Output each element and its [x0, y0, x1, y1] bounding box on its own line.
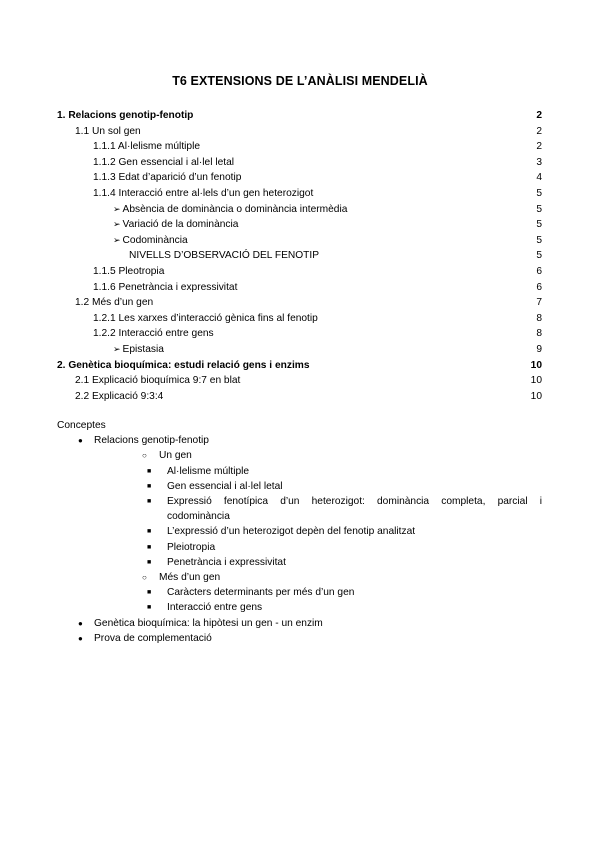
square-bullet-icon: ■ — [147, 604, 152, 612]
toc-entry-label — [93, 311, 318, 327]
toc-entry[interactable] — [57, 108, 542, 124]
toc-entry[interactable] — [57, 155, 542, 171]
toc-entry-text: 1.1.6 Penetrància i expressivitat — [93, 281, 238, 293]
arrow-bullet-icon: ➢ — [113, 234, 121, 245]
toc-entry[interactable] — [57, 373, 542, 389]
toc-entry-label — [93, 280, 237, 296]
toc-entry-page-number: 8 — [536, 312, 542, 324]
concept-list-item — [57, 524, 542, 539]
concept-text: Penetrància i expressivitat — [167, 556, 286, 568]
toc-entry-label — [113, 202, 347, 218]
concept-list-item — [57, 494, 542, 524]
toc-entry-page-number: 10 — [530, 390, 542, 402]
toc-entry-page-number: 5 — [536, 187, 542, 199]
concept-list-item — [57, 540, 542, 555]
toc-entry-page-number: 3 — [536, 156, 542, 168]
toc-entry-text: 2. Genètica bioquímica: estudi relació gens i enzims — [57, 359, 310, 371]
toc-entry[interactable] — [57, 248, 542, 264]
toc-entry-label — [113, 342, 164, 358]
concept-list-item — [57, 464, 542, 479]
toc-entry-page-number: 9 — [536, 343, 542, 355]
concept-text: Expressió fenotípica d’un heterozigot: dominància completa, parcial i codominància — [167, 496, 542, 523]
filled-circle-bullet-icon: ● — [78, 618, 83, 628]
toc-entry-text: 1. Relacions genotip-fenotip — [57, 110, 194, 121]
toc-entry-page-number: 10 — [530, 359, 542, 371]
concept-text: Al·lelisme múltiple — [167, 465, 250, 477]
concept-text: Pleiotropia — [167, 541, 216, 553]
toc-entry[interactable] — [57, 139, 542, 155]
toc-entry-text: Epistasia — [122, 343, 164, 355]
toc-entry-page-number: 2 — [536, 110, 542, 121]
toc-entry-page-number: 5 — [536, 203, 542, 215]
table-of-contents — [57, 108, 542, 404]
arrow-bullet-icon: ➢ — [113, 219, 121, 230]
concept-text: Un gen — [159, 450, 192, 462]
toc-entry-text: 1.1.2 Gen essencial i al·lel letal — [93, 156, 235, 168]
toc-entry-page-number: 7 — [536, 297, 542, 309]
toc-entry[interactable] — [57, 389, 542, 405]
toc-entry-text: 1.1.4 Interacció entre al·lels d’un gen heterozigot — [93, 187, 314, 199]
arrow-bullet-icon: ➢ — [113, 203, 121, 214]
square-bullet-icon: ■ — [147, 467, 152, 475]
toc-entry-page-number: 2 — [536, 141, 542, 153]
toc-entry-text: NIVELLS D’OBSERVACIÓ DEL FENOTIP — [129, 250, 320, 262]
filled-circle-bullet-icon: ● — [78, 633, 83, 643]
toc-entry-label — [93, 155, 234, 171]
concept-text: Genètica bioquímica: la hipòtesi un gen - un enzim — [94, 617, 323, 629]
toc-entry-page-number: 5 — [536, 219, 542, 231]
toc-entry-label — [75, 373, 240, 389]
concepts-section — [57, 418, 542, 646]
toc-entry[interactable] — [57, 217, 542, 233]
toc-entry[interactable] — [57, 311, 542, 327]
toc-entry-text: 1.1 Un sol gen — [75, 125, 141, 137]
toc-entry-page-number: 2 — [536, 125, 542, 137]
toc-entry[interactable] — [57, 170, 542, 186]
concept-list-item — [57, 448, 542, 463]
toc-entry-label — [93, 139, 200, 155]
toc-entry[interactable] — [57, 358, 542, 374]
toc-entry-text: Codominància — [122, 234, 188, 246]
toc-entry-text: Absència de dominància o dominància intermèdia — [122, 203, 348, 215]
concept-list-item — [57, 631, 542, 646]
toc-entry-text: 1.2.2 Interacció entre gens — [93, 328, 214, 340]
toc-entry-page-number: 5 — [536, 250, 542, 262]
concept-list-item — [57, 600, 542, 615]
toc-entry-label — [113, 233, 188, 249]
concept-text: Caràcters determinants per més d’un gen — [167, 587, 355, 599]
concept-list-item — [57, 585, 542, 600]
toc-entry-label — [75, 389, 163, 405]
concepts-list — [57, 433, 542, 646]
toc-entry-page-number: 10 — [530, 375, 542, 387]
toc-entry-label — [93, 186, 313, 202]
toc-entry[interactable] — [57, 326, 542, 342]
toc-entry-text: 2.1 Explicació bioquímica 9:7 en blat — [75, 375, 241, 387]
toc-entry[interactable] — [57, 186, 542, 202]
toc-entry-text: 1.1.1 Al·lelisme múltiple — [93, 141, 201, 153]
toc-entry-label — [93, 326, 214, 342]
toc-entry-label — [75, 295, 153, 311]
toc-entry[interactable] — [57, 280, 542, 296]
toc-entry-label — [93, 264, 164, 280]
toc-entry-page-number: 8 — [536, 328, 542, 340]
toc-entry-text: 1.1.3 Edat d’aparició d’un fenotip — [93, 172, 242, 184]
concept-text: Gen essencial i al·lel letal — [167, 480, 283, 492]
toc-entry-page-number: 6 — [536, 281, 542, 293]
square-bullet-icon: ■ — [147, 543, 152, 551]
toc-entry[interactable] — [57, 264, 542, 280]
toc-entry-text: 2.2 Explicació 9:3:4 — [75, 390, 164, 402]
square-bullet-icon: ■ — [147, 558, 152, 566]
toc-entry-label — [113, 217, 238, 233]
concept-list-item — [57, 555, 542, 570]
toc-entry-label — [57, 108, 193, 124]
hollow-circle-bullet-icon: ○ — [142, 451, 147, 461]
hollow-circle-bullet-icon: ○ — [142, 573, 147, 583]
concept-list-item — [57, 479, 542, 494]
square-bullet-icon: ■ — [147, 528, 152, 536]
toc-entry-label — [129, 248, 319, 264]
concept-list-item — [57, 570, 542, 585]
concept-text: Relacions genotip-fenotip — [94, 435, 209, 447]
concept-text: Prova de complementació — [94, 632, 212, 644]
toc-entry[interactable] — [57, 233, 542, 249]
toc-entry-label — [93, 170, 241, 186]
toc-entry[interactable] — [57, 202, 542, 218]
concept-text: Més d’un gen — [159, 572, 221, 584]
concept-list-item — [57, 616, 542, 631]
concept-text: L’expressió d’un heterozigot depèn del fenotip analitzat — [167, 526, 416, 538]
toc-entry-label — [75, 124, 141, 140]
square-bullet-icon: ■ — [147, 589, 152, 597]
toc-entry-text: 1.1.5 Pleotropia — [93, 265, 165, 277]
toc-entry[interactable] — [57, 342, 542, 358]
toc-entry-text: Variació de la dominància — [122, 219, 239, 231]
concept-list-item — [57, 433, 542, 448]
square-bullet-icon: ■ — [147, 498, 152, 505]
square-bullet-icon: ■ — [147, 482, 152, 490]
concept-text: Interacció entre gens — [167, 602, 263, 614]
document-title: T6 EXTENSIONS DE L’ANÀLISI MENDELIÀ — [172, 74, 428, 88]
toc-entry-text: 1.2 Més d’un gen — [75, 297, 154, 309]
toc-entry[interactable] — [57, 295, 542, 311]
toc-entry-page-number: 6 — [536, 265, 542, 277]
arrow-bullet-icon: ➢ — [113, 343, 121, 354]
filled-circle-bullet-icon: ● — [78, 436, 83, 446]
toc-entry-page-number: 4 — [536, 172, 542, 184]
toc-entry[interactable] — [57, 124, 542, 140]
toc-entry-text: 1.2.1 Les xarxes d’interacció gènica fins al fenotip — [93, 312, 318, 324]
concepts-heading: Conceptes — [57, 420, 106, 431]
toc-entry-page-number: 5 — [536, 234, 542, 246]
toc-entry-label — [57, 358, 310, 374]
